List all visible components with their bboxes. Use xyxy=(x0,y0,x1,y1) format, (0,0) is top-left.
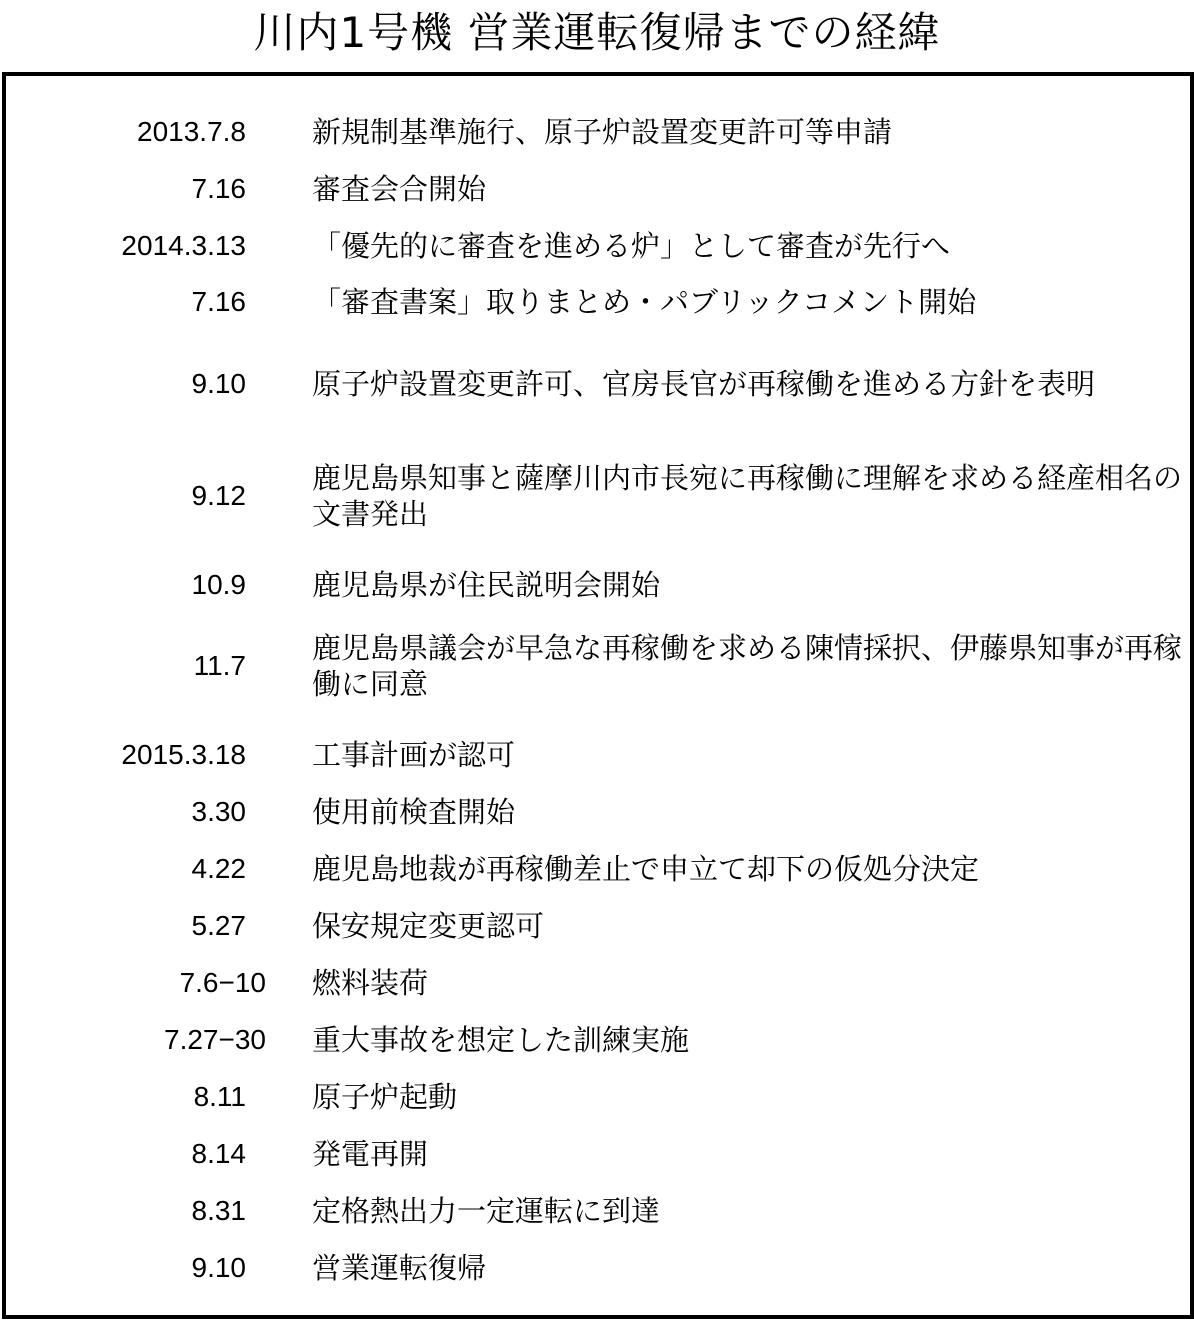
event-date: 2015.3.18 xyxy=(121,739,246,770)
event-text: 燃料装荷 xyxy=(312,966,429,1000)
event-text: 鹿児島県議会が早急な再稼働を求める陳情採択、伊藤県知事が再稼働に同意 xyxy=(312,631,1183,701)
event-date: 8.11 xyxy=(193,1081,246,1112)
event-text: 鹿児島県知事と薩摩川内市長宛に再稼働に理解を求める経産相名の文書発出 xyxy=(312,461,1183,531)
timeline-row xyxy=(6,1193,1190,1229)
timeline-row xyxy=(6,1136,1190,1172)
event-text: 重大事故を想定した訓練実施 xyxy=(312,1023,690,1057)
timeline-row xyxy=(6,114,1190,150)
event-date: 7.27−30 xyxy=(164,1024,266,1055)
event-text: 原子炉設置変更許可、官房長官が再稼働を進める方針を表明 xyxy=(312,367,1096,401)
timeline-row xyxy=(6,348,1190,420)
timeline-row xyxy=(6,965,1190,1001)
page-title: 川内1号機 営業運転復帰までの経緯 xyxy=(253,8,941,57)
event-text: 審査会合開始 xyxy=(312,172,487,206)
timeline-row xyxy=(6,630,1190,702)
event-date: 9.10 xyxy=(191,1252,246,1283)
event-date: 8.31 xyxy=(191,1195,246,1226)
timeline-row xyxy=(6,171,1190,207)
timeline-row xyxy=(6,851,1190,887)
event-text: 営業運転復帰 xyxy=(312,1251,487,1285)
event-date: 7.16 xyxy=(191,173,246,204)
event-date: 7.6−10 xyxy=(179,967,266,998)
timeline-row xyxy=(6,1079,1190,1115)
event-date: 11.7 xyxy=(193,650,246,681)
timeline-row xyxy=(6,794,1190,830)
event-text: 発電再開 xyxy=(312,1137,429,1171)
timeline-row xyxy=(6,567,1190,603)
event-date: 2013.7.8 xyxy=(137,116,246,147)
event-date: 4.22 xyxy=(191,853,246,884)
timeline-row xyxy=(6,737,1190,773)
event-text: 新規制基準施行、原子炉設置変更許可等申請 xyxy=(312,115,893,149)
event-text: 定格熱出力一定運転に到達 xyxy=(312,1194,661,1228)
timeline-row xyxy=(6,460,1190,532)
event-date: 7.16 xyxy=(191,286,246,317)
timeline-row xyxy=(6,228,1190,264)
timeline-row xyxy=(6,908,1190,944)
event-date: 9.12 xyxy=(191,480,246,511)
event-date: 2014.3.13 xyxy=(121,230,246,261)
event-text: 「優先的に審査を進める炉」として審査が先行へ xyxy=(312,229,951,263)
event-text: 鹿児島県が住民説明会開始 xyxy=(312,568,661,602)
event-text: 工事計画が認可 xyxy=(312,738,516,772)
event-date: 9.10 xyxy=(191,368,246,399)
timeline-box xyxy=(2,72,1194,1319)
event-text: 鹿児島地裁が再稼働差止で申立て却下の仮処分決定 xyxy=(312,852,980,886)
timeline-row xyxy=(6,1250,1190,1286)
event-date: 3.30 xyxy=(191,796,246,827)
event-text: 保安規定変更認可 xyxy=(312,909,545,943)
event-text: 原子炉起動 xyxy=(312,1080,458,1114)
event-date: 5.27 xyxy=(191,910,246,941)
timeline-row xyxy=(6,1022,1190,1058)
event-text: 使用前検査開始 xyxy=(312,795,516,829)
timeline-row xyxy=(6,284,1190,320)
event-date: 8.14 xyxy=(191,1138,246,1169)
event-date: 10.9 xyxy=(191,569,246,600)
event-text: 「審査書案」取りまとめ・パブリックコメント開始 xyxy=(312,285,977,319)
